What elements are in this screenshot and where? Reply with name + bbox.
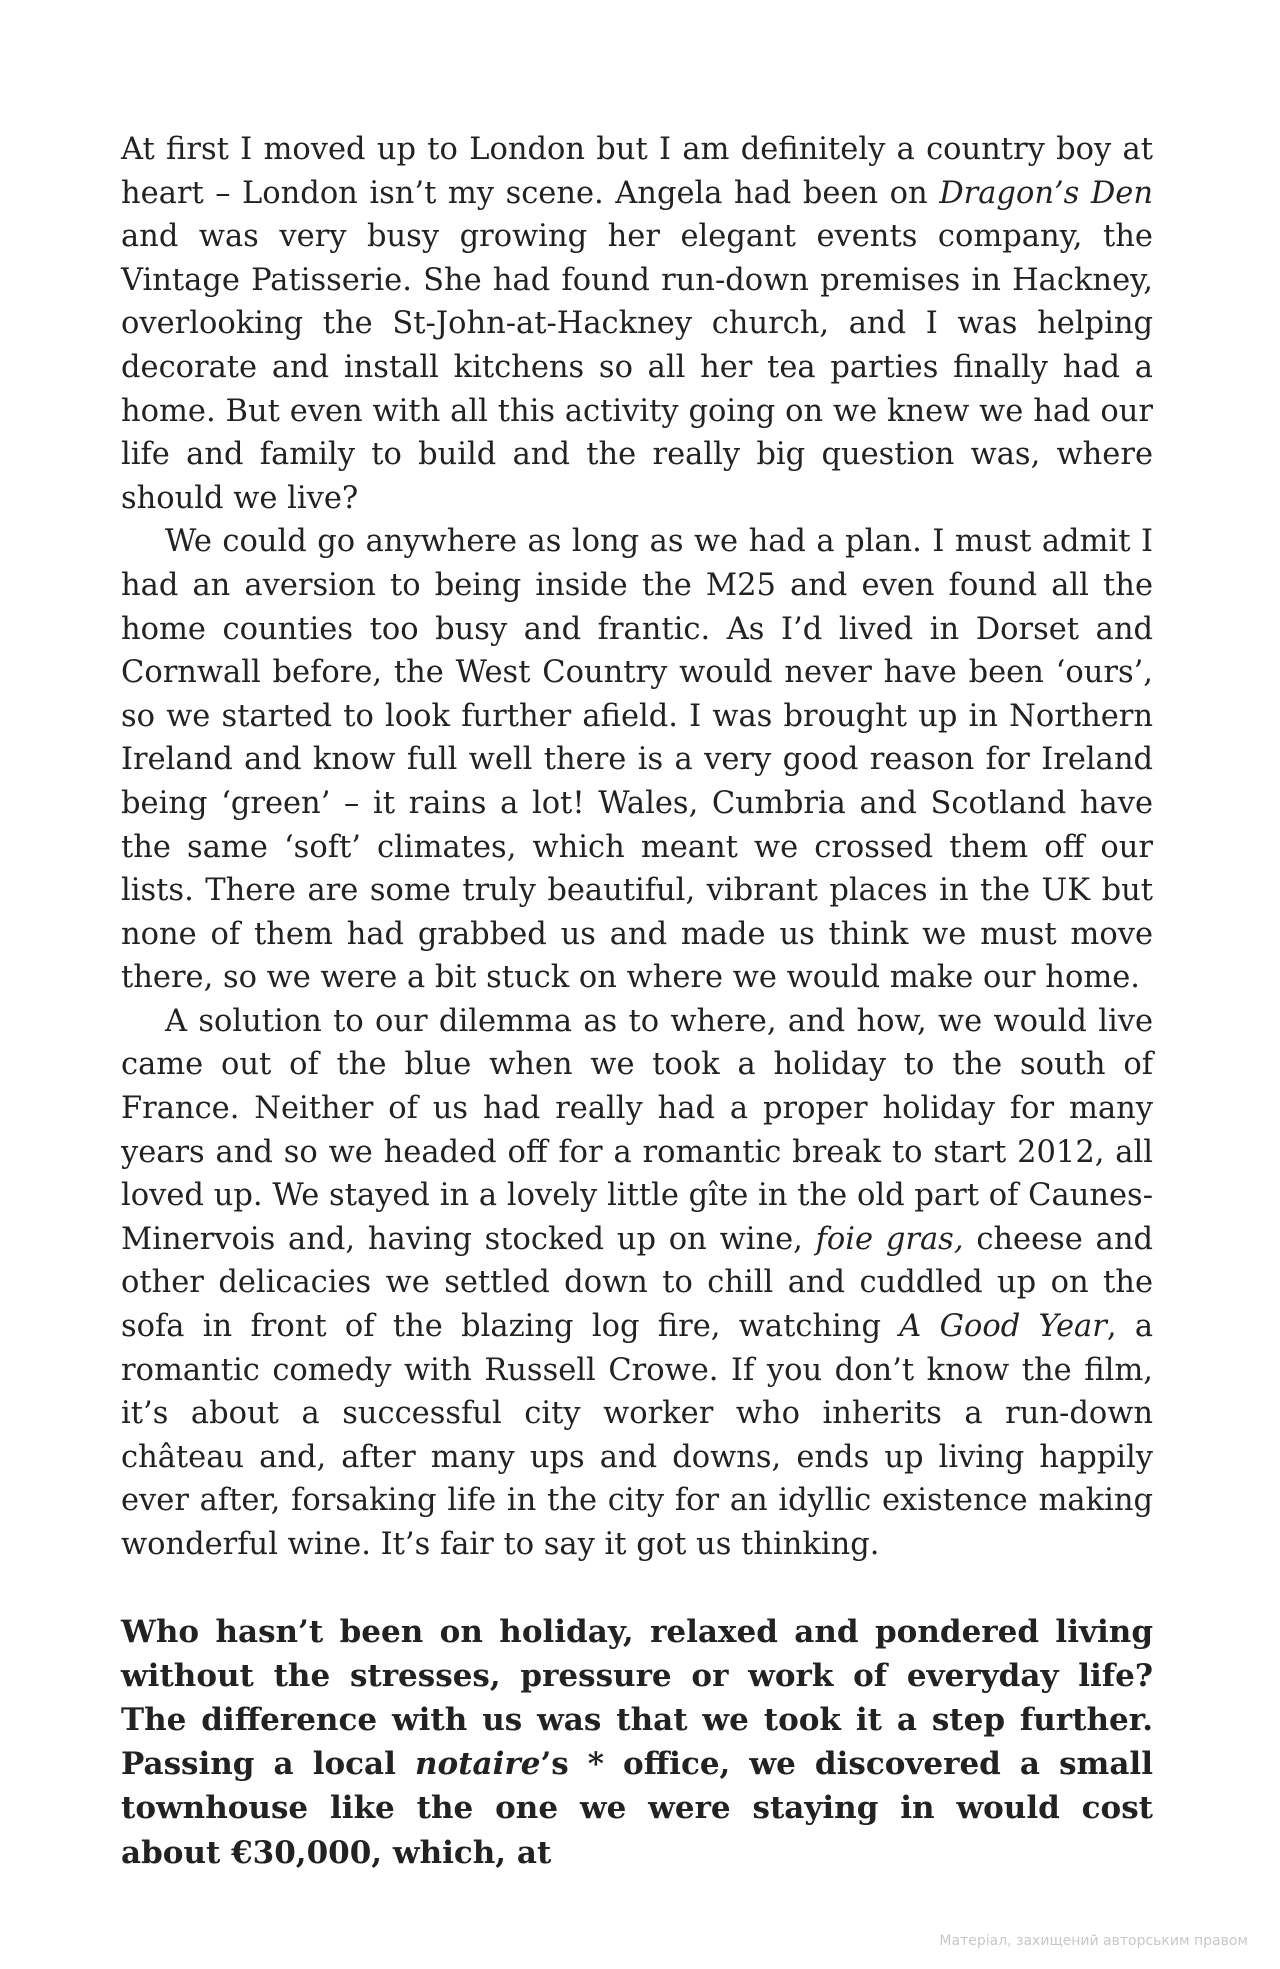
copyright-watermark: Матеріал, захищений авторським правом	[939, 1933, 1248, 1949]
paragraph-3-title-a-good-year: A Good Year	[899, 1309, 1107, 1345]
highlight-paragraph	[121, 1610, 1153, 1875]
book-page	[121, 128, 1153, 1875]
highlight-passage	[121, 1610, 1153, 1875]
body-paragraph-2	[121, 520, 1153, 1000]
paragraph-1-text-a: At first I moved up to London but I am definitely a country boy at heart – London isn’t my scene. Angela had been on	[121, 132, 1153, 211]
paragraph-2-text: We could go anywhere as long as we had a plan. I must admit I had an aversion to being inside the M25 and even found all the home counties too busy and frantic. As I’d lived in Dorset and Cornwall before, the West Country would never have been ‘ours’, so we started to look further afield. I was brought up in Northern Ireland and know full well there is a very good reason for Ireland being ‘green’ – it rains a lot! Wales, Cumbria and Scotland have the same ‘soft’ climates, which meant we crossed them off our lists. There are some truly beautiful, vibrant places in the UK but none of them had grabbed us and made us think we must move there, so we were a bit stuck on where we would make our home.	[121, 524, 1153, 996]
body-paragraph-1	[121, 128, 1153, 520]
paragraph-3-text-b: cheese and other delicacies we settled down to chill and cuddled up on the sofa in front of the blazing log fire, watching	[121, 1221, 1153, 1345]
highlight-text-a: Who hasn’t been on holiday, relaxed and pondered living without the stresses, pressure or work of everyday life? The difference with us was that we took it a step further. Passing a local	[121, 1613, 1153, 1783]
highlight-term-notaire: notaire	[414, 1746, 541, 1783]
paragraph-3-text-c: , a romantic comedy with Russell Crowe. If you don’t know the film, it’s about a successful city worker who inherits a run-down château and, after many ups and downs, ends up living happily ever after, forsaking life in the city for an idyllic existence making wonderful wine. It’s fair to say it got us thinking.	[121, 1309, 1154, 1562]
paragraph-1-text-b: and was very busy growing her elegant events company, the Vintage Patisserie. She had found run-down premises in Hackney, overlooking the St-John-at-Hackney church, and I was helping decorate and install kitchens so all her tea parties finally had a home. But even with all this activity going on we knew we had our life and family to build and the really big question was, where should we live?	[121, 219, 1153, 516]
paragraph-3-text-a: A solution to our dilemma as to where, and how, we would live came out of the blue when we took a holiday to the south of France. Neither of us had really had a proper holiday for many years and so we headed off for a romantic break to start 2012, all loved up. We stayed in a lovely little gîte in the old part of Caunes-Minervois and, having stocked up on wine,	[121, 1003, 1153, 1257]
body-paragraph-3	[121, 1000, 1153, 1567]
paragraph-1-title-dragons-den: Dragon’s Den	[939, 175, 1153, 211]
paragraph-3-term-foie-gras: foie gras,	[815, 1221, 964, 1257]
highlight-text-b: ’s * office, we discovered a small townhouse like the one we were staying in would cost about €30,000, which, at	[121, 1746, 1153, 1871]
